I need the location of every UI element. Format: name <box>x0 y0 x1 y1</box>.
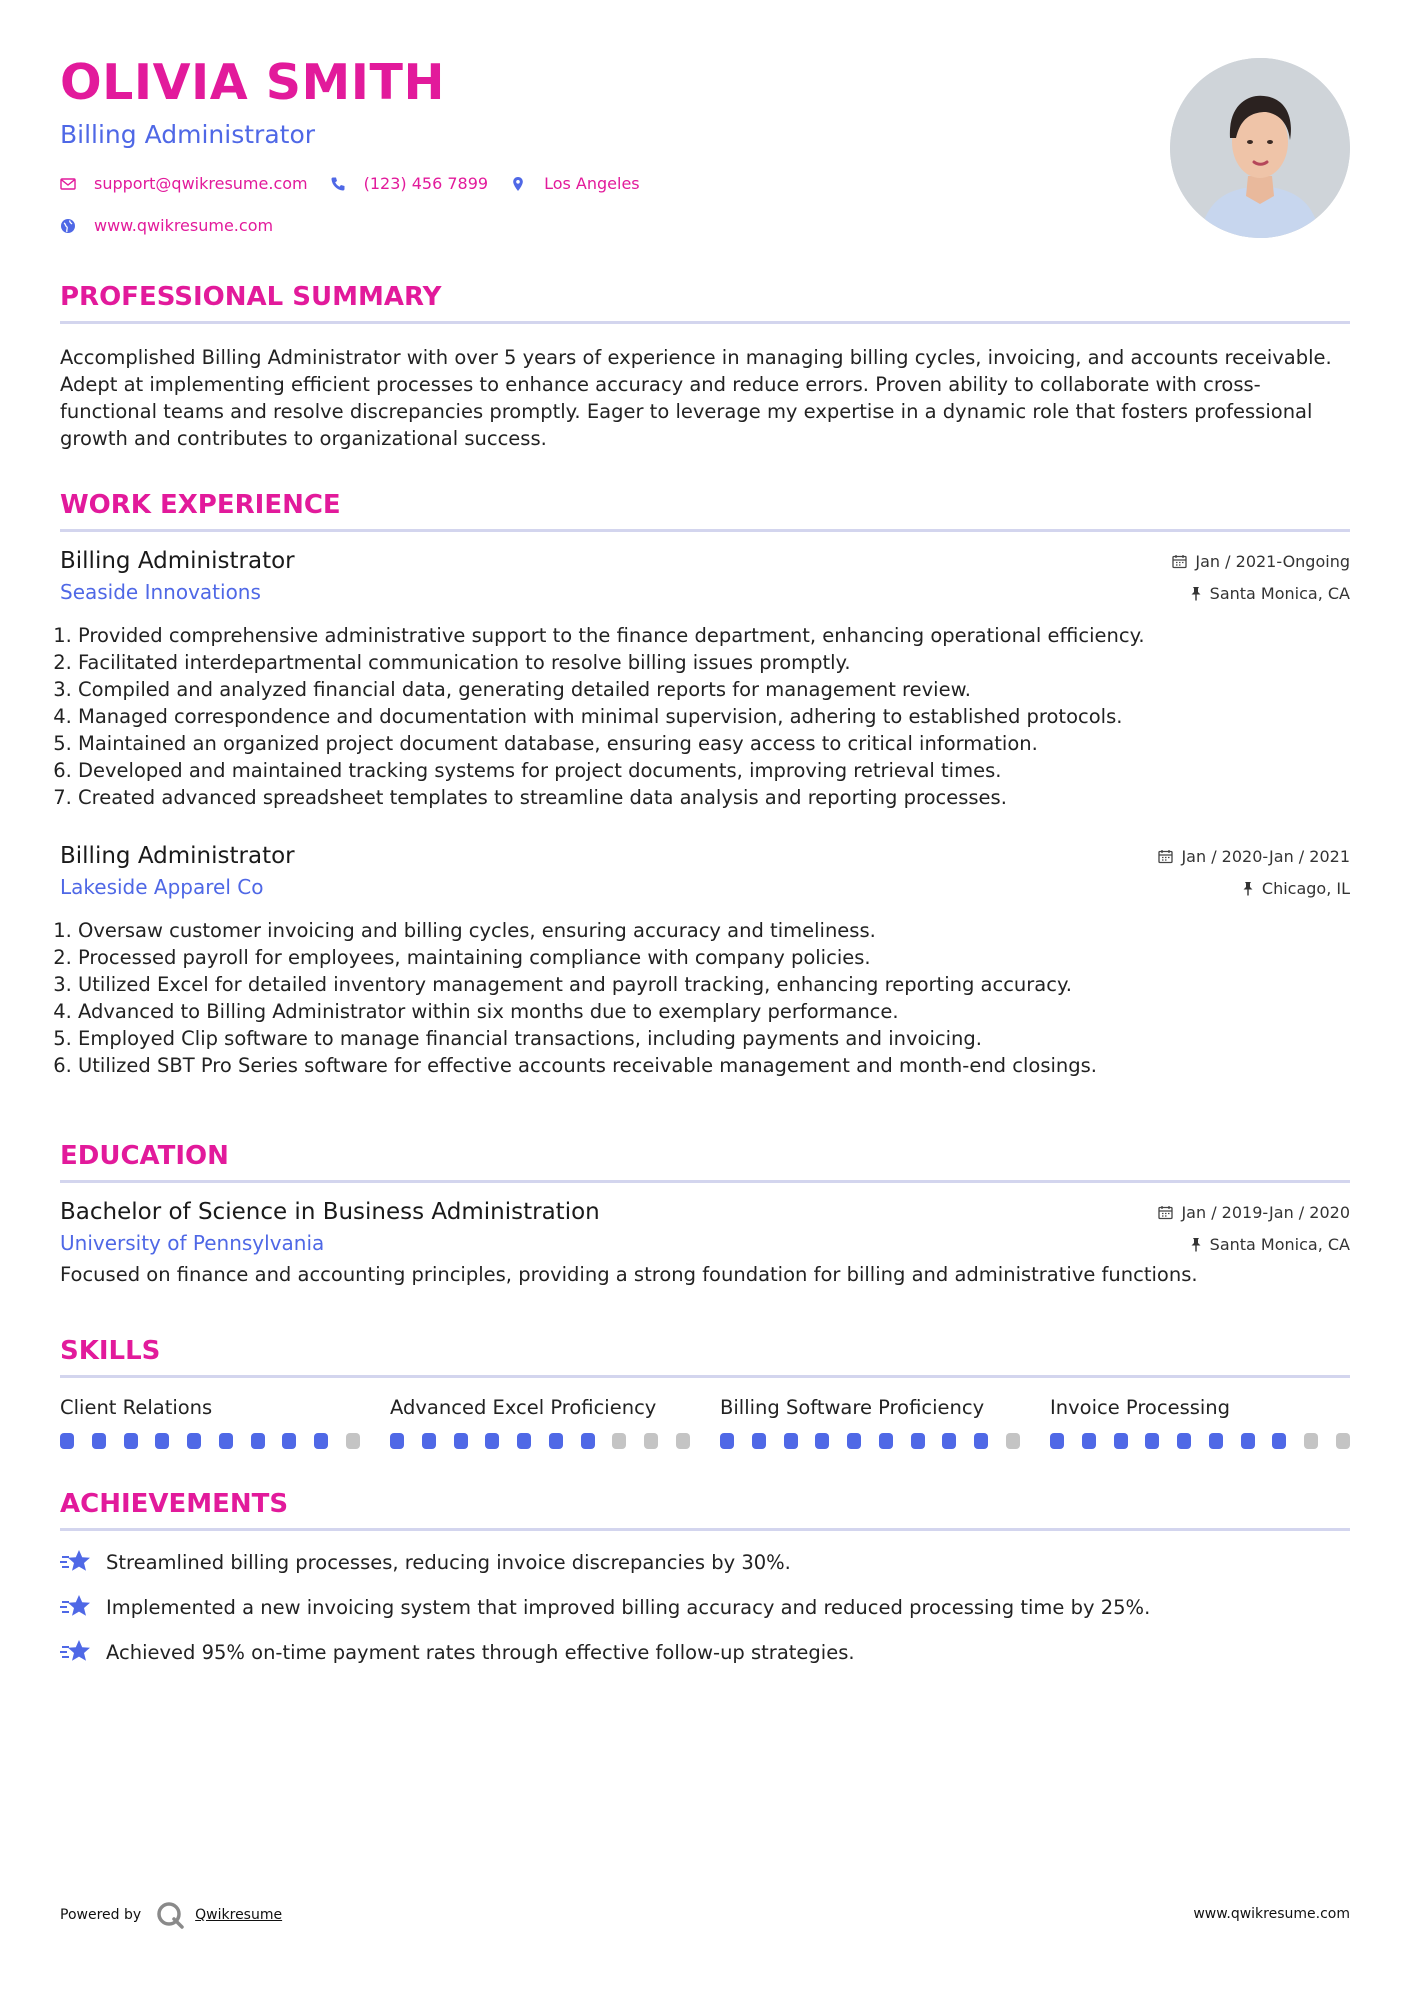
resume-page <box>60 0 1350 1990</box>
star-icon <box>60 1548 94 1576</box>
list-item: 2. Processed payroll for employees, maintaining compliance with company policies. <box>78 944 1350 971</box>
achievements-list <box>60 1548 1350 1666</box>
skill-dot-filled <box>251 1433 265 1449</box>
skill-rating <box>720 1433 1020 1449</box>
skill-dot-empty <box>1304 1433 1318 1449</box>
list-item: 6. Utilized SBT Pro Series software for effective accounts receivable management and month-end closings. <box>78 1052 1350 1079</box>
list-item: 4. Managed correspondence and documentation with minimal supervision, adhering to established protocols. <box>78 703 1350 730</box>
pin-icon <box>1242 881 1254 896</box>
skill-dot-filled <box>1177 1433 1191 1449</box>
contact-row-2 <box>60 216 295 235</box>
job-company: Lakeside Apparel Co <box>60 875 264 899</box>
summary-text: Accomplished Billing Administrator with over 5 years of experience in managing billing cycles, invoicing, and accounts receivable. Adept at implementing efficient processes to enhance accuracy and reduce errors. Proven ability to collaborate with cross-functional teams and resolve discrepancies promptly. Eager to leverage my expertise in a dynamic role that fosters professional growth and contributes to organizational success. <box>60 346 1332 450</box>
job-meta <box>1158 847 1350 911</box>
skill-name: Invoice Processing <box>1050 1396 1231 1419</box>
education-dates <box>1158 1203 1350 1222</box>
section-divider <box>60 1528 1350 1531</box>
skills-list <box>60 1396 1350 1449</box>
education-description: Focused on finance and accounting principles, providing a strong foundation for billing and administrative functions. <box>60 1263 1198 1286</box>
contact-email[interactable] <box>60 174 308 193</box>
candidate-role: Billing Administrator <box>60 120 316 149</box>
skill-dot-filled <box>974 1433 988 1449</box>
list-item: 7. Created advanced spreadsheet templates to streamline data analysis and reporting processes. <box>78 784 1350 811</box>
calendar-icon <box>1158 1205 1173 1220</box>
job-location-text: Chicago, IL <box>1261 879 1350 898</box>
achievements-title: ACHIEVEMENTS <box>60 1489 289 1519</box>
degree-title: Bachelor of Science in Business Administration <box>60 1199 600 1225</box>
list-item: 5. Employed Clip software to manage financial transactions, including payments and invoicing. <box>78 1025 1350 1052</box>
section-divider <box>60 529 1350 532</box>
job-entry <box>60 548 1350 811</box>
experience-title: WORK EXPERIENCE <box>60 490 341 520</box>
skill-dot-filled <box>1241 1433 1255 1449</box>
skill-dot-filled <box>517 1433 531 1449</box>
phone-text: (123) 456 7899 <box>363 174 489 193</box>
skill-dot-filled <box>422 1433 436 1449</box>
pin-icon <box>1190 1237 1202 1252</box>
skill-dot-empty <box>346 1433 360 1449</box>
skill-dot-filled <box>1209 1433 1223 1449</box>
skill-dot-filled <box>282 1433 296 1449</box>
list-item: 6. Developed and maintained tracking systems for project documents, improving retrieval times. <box>78 757 1350 784</box>
school-name: University of Pennsylvania <box>60 1231 325 1255</box>
contact-phone[interactable] <box>330 174 488 193</box>
skill-item <box>60 1396 360 1449</box>
job-dates-text: Jan / 2020-Jan / 2021 <box>1181 847 1350 866</box>
resume-header <box>60 0 1350 250</box>
skill-dot-empty <box>1006 1433 1020 1449</box>
powered-by-label: Powered by <box>60 1907 142 1923</box>
achievement-text: Streamlined billing processes, reducing invoice discrepancies by 30%. <box>106 1550 791 1574</box>
skill-dot-filled <box>720 1433 734 1449</box>
skill-dot-empty <box>676 1433 690 1449</box>
skill-item <box>1050 1396 1350 1449</box>
skill-dot-filled <box>92 1433 106 1449</box>
education-meta <box>1158 1203 1350 1267</box>
skill-item <box>390 1396 690 1449</box>
skill-dot-empty <box>1336 1433 1350 1449</box>
skills-section <box>60 1336 1350 1449</box>
profile-photo <box>1170 58 1350 238</box>
skill-dot-filled <box>390 1433 404 1449</box>
skill-dot-filled <box>454 1433 468 1449</box>
star-icon <box>60 1593 94 1621</box>
job-dates <box>1158 847 1350 866</box>
section-divider <box>60 321 1350 324</box>
skill-dot-filled <box>815 1433 829 1449</box>
email-text: support@qwikresume.com <box>94 174 308 193</box>
phone-icon <box>330 176 346 192</box>
skill-rating <box>390 1433 690 1449</box>
job-location <box>1172 584 1350 603</box>
experience-section <box>60 490 1350 1079</box>
skill-dot-empty <box>644 1433 658 1449</box>
contact-website[interactable] <box>60 216 273 235</box>
brand-link[interactable]: Qwikresume <box>195 1907 283 1923</box>
job-dates <box>1172 552 1350 571</box>
skill-dot-filled <box>581 1433 595 1449</box>
achievements-section <box>60 1489 1350 1666</box>
list-item: 3. Utilized Excel for detailed inventory management and payroll tracking, enhancing reporting accuracy. <box>78 971 1350 998</box>
map-pin-icon <box>510 176 526 192</box>
skill-dot-filled <box>314 1433 328 1449</box>
candidate-name: OLIVIA SMITH <box>60 54 445 111</box>
location-text: Los Angeles <box>544 174 640 193</box>
footer-website[interactable]: www.qwikresume.com <box>1193 1906 1350 1922</box>
job-location-text: Santa Monica, CA <box>1209 584 1350 603</box>
achievement-text: Achieved 95% on-time payment rates through effective follow-up strategies. <box>106 1640 855 1664</box>
skills-title: SKILLS <box>60 1336 161 1366</box>
education-entry <box>60 1199 1350 1286</box>
skill-dot-filled <box>60 1433 74 1449</box>
skill-dot-filled <box>911 1433 925 1449</box>
qwikresume-logo-icon <box>155 1900 185 1930</box>
job-bullets <box>60 917 1350 1079</box>
skill-dot-filled <box>485 1433 499 1449</box>
calendar-icon <box>1158 849 1173 864</box>
skill-name: Advanced Excel Proficiency <box>390 1396 657 1419</box>
job-title: Billing Administrator <box>60 843 295 869</box>
job-dates-text: Jan / 2021-Ongoing <box>1195 552 1350 571</box>
list-item: 2. Facilitated interdepartmental communication to resolve billing issues promptly. <box>78 649 1350 676</box>
star-icon <box>60 1638 94 1666</box>
skill-dot-filled <box>155 1433 169 1449</box>
skill-dot-filled <box>942 1433 956 1449</box>
skill-dot-filled <box>219 1433 233 1449</box>
skill-dot-filled <box>752 1433 766 1449</box>
list-item <box>60 1593 1350 1621</box>
list-item <box>60 1638 1350 1666</box>
skill-dot-filled <box>187 1433 201 1449</box>
job-bullets <box>60 622 1350 811</box>
education-section <box>60 1141 1350 1286</box>
skill-name: Billing Software Proficiency <box>720 1396 985 1419</box>
list-item: 5. Maintained an organized project document database, ensuring easy access to critical information. <box>78 730 1350 757</box>
job-entry <box>60 843 1350 1079</box>
achievement-text: Implemented a new invoicing system that improved billing accuracy and reduced processing time by 25%. <box>106 1595 1151 1619</box>
job-title: Billing Administrator <box>60 548 295 574</box>
job-company: Seaside Innovations <box>60 580 261 604</box>
skill-dot-filled <box>549 1433 563 1449</box>
contact-location <box>510 174 640 193</box>
skill-dot-filled <box>1082 1433 1096 1449</box>
skill-dot-filled <box>1050 1433 1064 1449</box>
skill-dot-empty <box>612 1433 626 1449</box>
education-title: EDUCATION <box>60 1141 229 1171</box>
section-divider <box>60 1180 1350 1183</box>
education-dates-text: Jan / 2019-Jan / 2020 <box>1181 1203 1350 1222</box>
skill-rating <box>1050 1433 1350 1449</box>
skill-name: Client Relations <box>60 1396 213 1419</box>
skill-dot-filled <box>1114 1433 1128 1449</box>
skill-dot-filled <box>847 1433 861 1449</box>
summary-title: PROFESSIONAL SUMMARY <box>60 282 442 312</box>
skill-rating <box>60 1433 360 1449</box>
skill-dot-filled <box>1145 1433 1159 1449</box>
skill-dot-filled <box>784 1433 798 1449</box>
pin-icon <box>1190 586 1202 601</box>
list-item: 1. Oversaw customer invoicing and billing cycles, ensuring accuracy and timeliness. <box>78 917 1350 944</box>
skill-dot-filled <box>1272 1433 1286 1449</box>
list-item: 4. Advanced to Billing Administrator within six months due to exemplary performance. <box>78 998 1350 1025</box>
section-divider <box>60 1375 1350 1378</box>
envelope-icon <box>60 176 76 192</box>
calendar-icon <box>1172 554 1187 569</box>
website-text: www.qwikresume.com <box>94 216 274 235</box>
skill-dot-filled <box>124 1433 138 1449</box>
list-item: 3. Compiled and analyzed financial data, generating detailed reports for management review. <box>78 676 1350 703</box>
list-item <box>60 1548 1350 1576</box>
job-meta <box>1172 552 1350 616</box>
list-item: 1. Provided comprehensive administrative support to the finance department, enhancing operational efficiency. <box>78 622 1350 649</box>
skill-item <box>720 1396 1020 1449</box>
education-location-text: Santa Monica, CA <box>1209 1235 1350 1254</box>
contact-row-1 <box>60 174 662 193</box>
skill-dot-filled <box>879 1433 893 1449</box>
job-location <box>1158 879 1350 898</box>
globe-icon <box>60 218 76 234</box>
footer-powered-by <box>60 1900 282 1930</box>
education-location <box>1158 1235 1350 1254</box>
summary-section <box>60 282 1350 452</box>
